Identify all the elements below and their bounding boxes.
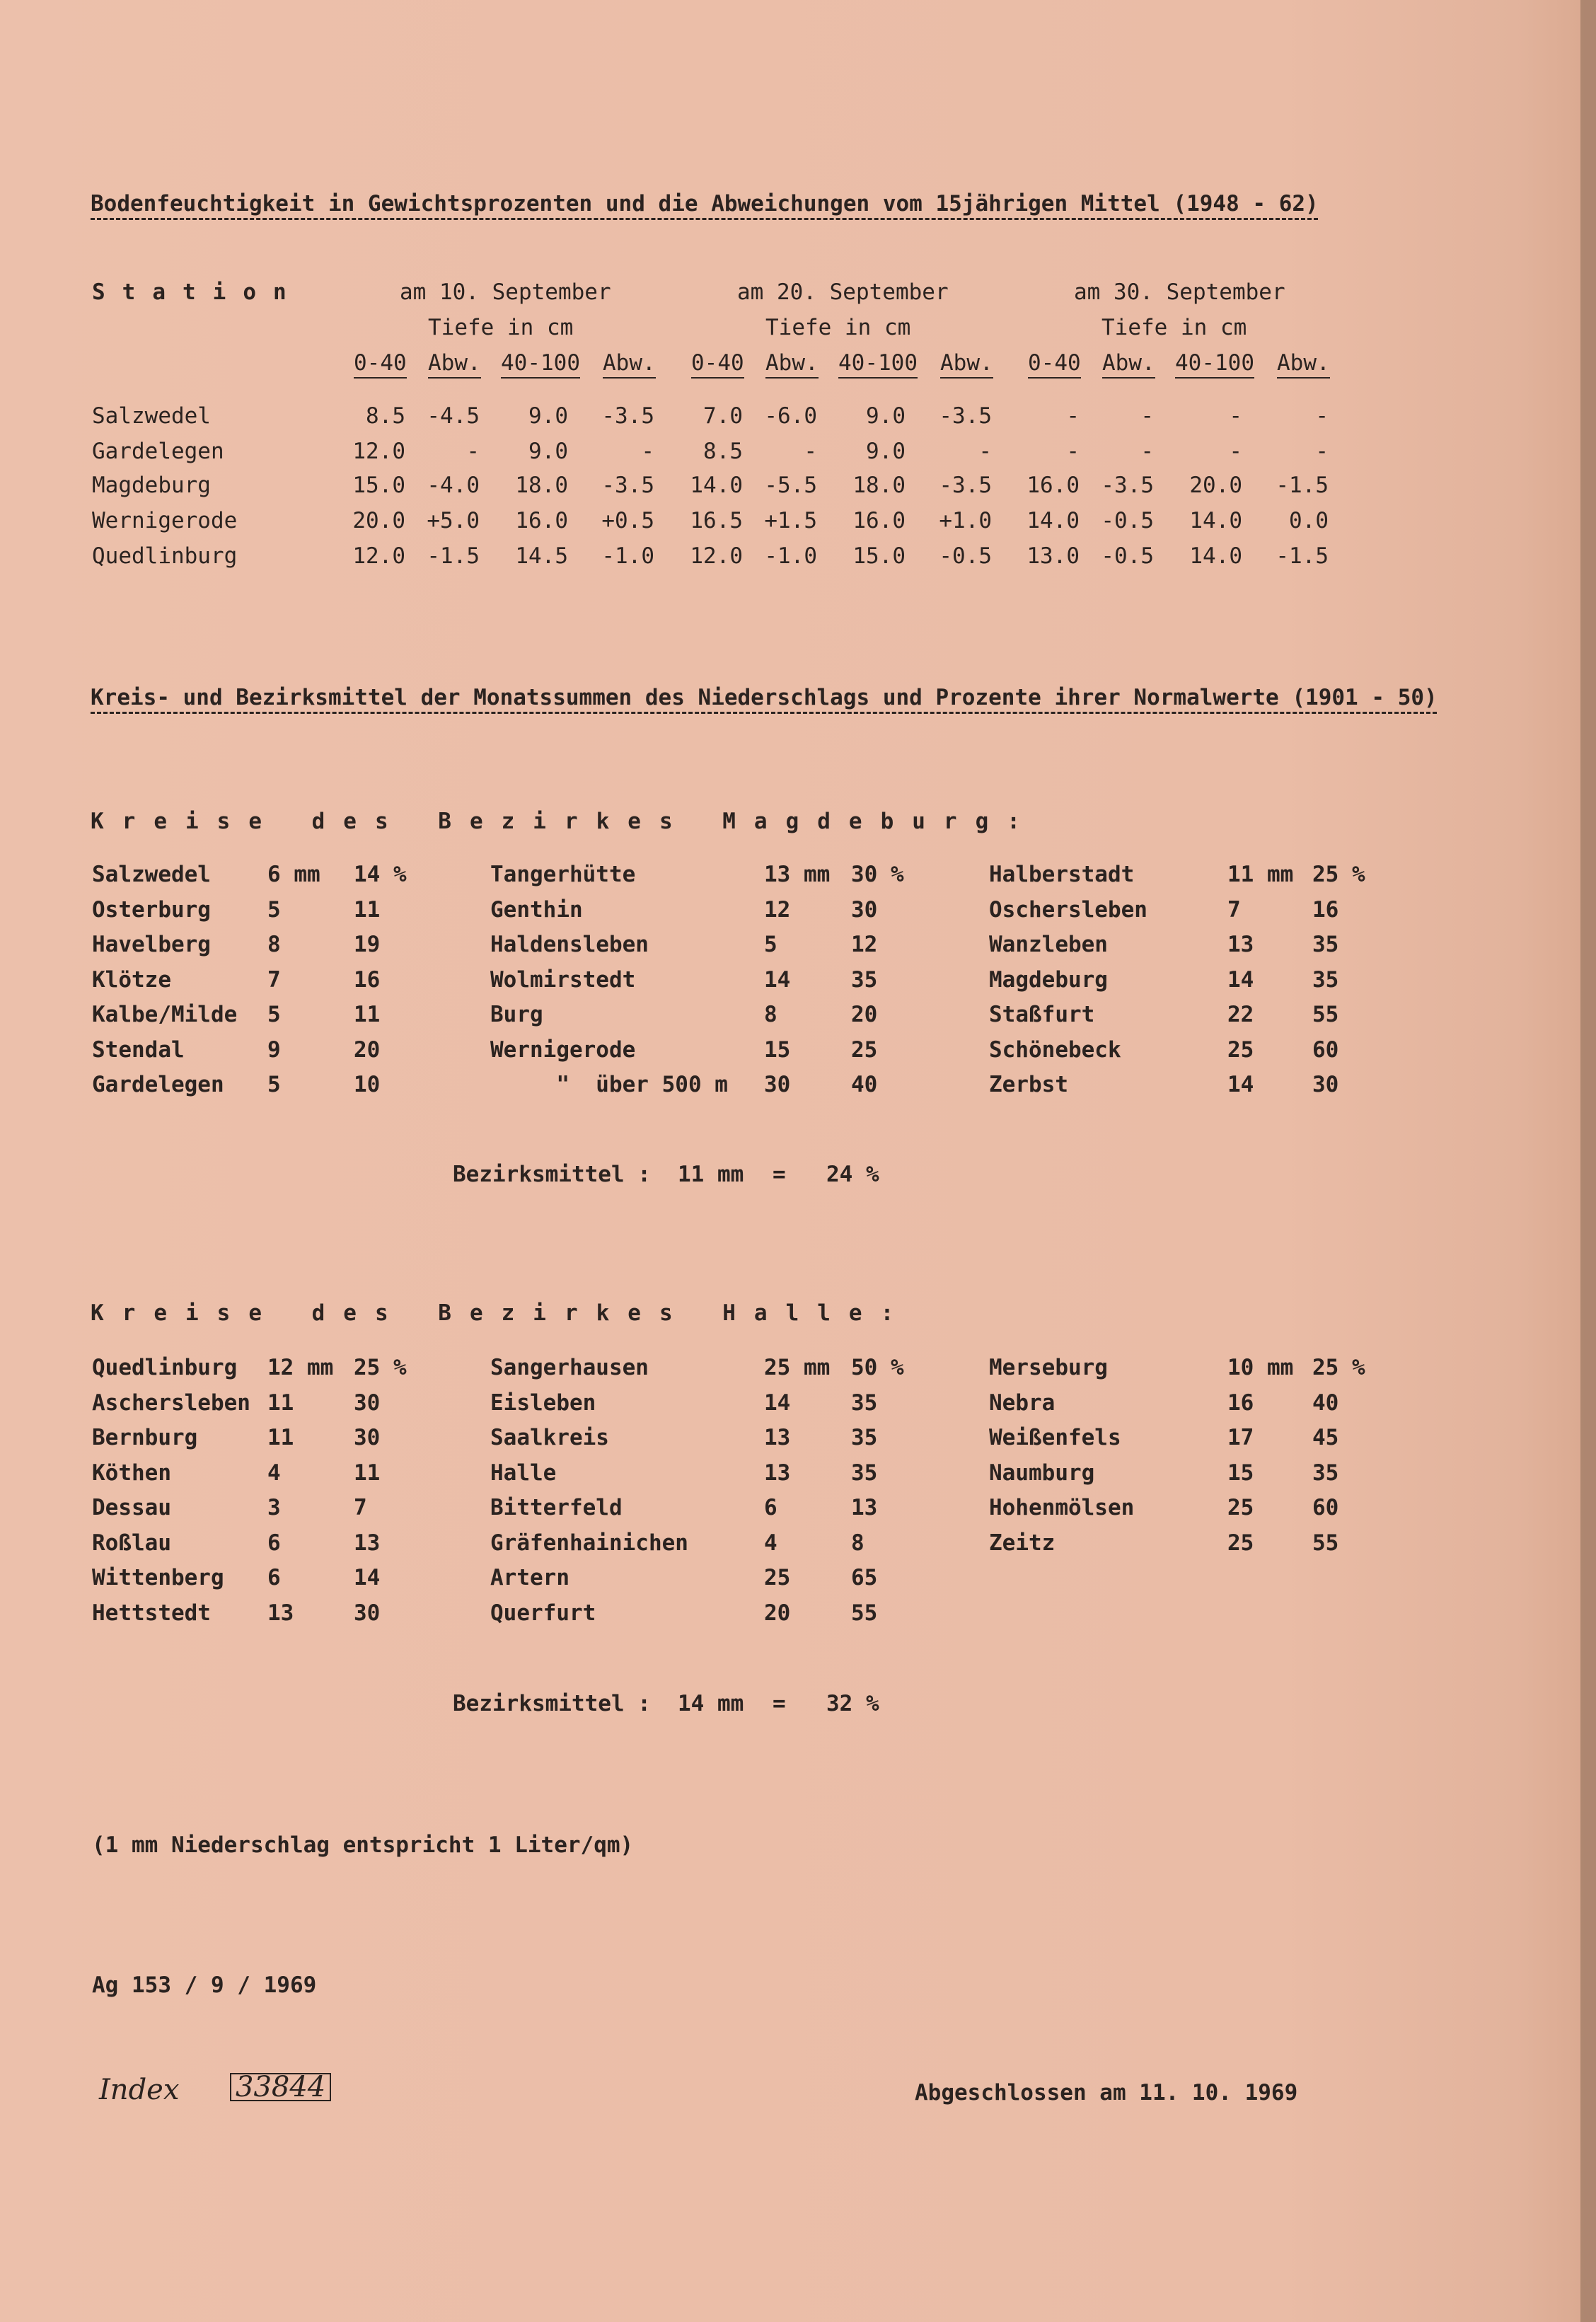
district-name: Zeitz [989,1530,1056,1556]
precip-mm-value: 11 mm [1227,862,1294,887]
district-name: Bitterfeld [490,1495,623,1520]
soil-cell: - [1229,439,1242,464]
soil-cell: -0.5 [1101,543,1154,569]
precip-mm-value: 12 mm [267,1355,334,1380]
soil-cell: -1.0 [601,543,654,569]
precip-mm-value: 10 mm [1227,1355,1294,1380]
soil-cell: -3.5 [939,403,992,429]
soil-cell: - [466,439,480,464]
precip-mm-value: 30 [764,1072,791,1097]
precip-percent-value: 20 [851,1002,878,1027]
soil-cell: 9.0 [866,439,906,464]
precip-mm-value: 15 [1227,1460,1254,1486]
group-date-3: am 30. September [1074,279,1285,305]
soil-cell: -6.0 [764,403,817,429]
soil-cell: - [978,439,992,464]
district-name: Tangerhütte [490,862,636,887]
soil-cell: 20.0 [1189,473,1242,498]
precip-mm-value: 25 [1227,1495,1254,1520]
precip-mm-value: 6 [267,1565,281,1590]
precip-percent-value: 55 [1312,1002,1339,1027]
soil-subhead: Abw. [428,350,481,379]
precip-mm-value: 25 mm [764,1355,831,1380]
district-name: Halle [490,1460,557,1486]
soil-cell: - [1140,439,1154,464]
soil-subhead: 0-40 [354,350,407,379]
district-name: Nebra [989,1390,1056,1416]
precip-percent-value: 25 % [1312,1355,1365,1380]
district-name: Roßlau [92,1530,171,1556]
soil-cell: 14.0 [1189,508,1242,533]
precip-percent-value: 30 [354,1390,381,1416]
precip-percent-value: 35 [1312,932,1339,957]
soil-cell: -1.5 [427,543,480,569]
precip-mm-value: 7 [1227,896,1241,923]
precip-mm-value: 13 [764,1425,791,1450]
precip-title: Kreis- und Bezirksmittel der Monatssummen des Niederschlags und Prozente ihrer Normalwerte (1901 - 50) [91,685,1438,710]
district-name: Saalkreis [490,1425,609,1450]
soil-title: Bodenfeuchtigkeit in Gewichtsprozenten und die Abweichungen vom 15jährigen Mittel (1948 - 62) [91,191,1319,216]
precip-mm-value: 11 [267,1425,294,1450]
precip-mm-value: 22 [1227,1002,1254,1027]
group-date-2: am 20. September [737,279,949,305]
district-name: Aschersleben [92,1390,250,1416]
soil-cell: 7.0 [703,403,743,429]
soil-cell: -3.5 [1101,473,1154,498]
precip-percent-value: 14 % [354,862,407,887]
precip-percent-value: 10 [354,1072,381,1097]
soil-cell: - [1315,403,1329,429]
soil-station-name: Magdeburg [92,473,211,498]
precip-mm-value: 5 [267,1002,281,1027]
soil-cell: -1.5 [1276,473,1329,498]
magdeburg-mittel-eq: = [773,1162,786,1187]
group-depth-2: Tiefe in cm [765,315,911,340]
district-name: Osterburg [92,896,211,923]
soil-station-name: Wernigerode [92,508,238,533]
soil-cell: -4.0 [427,473,480,498]
district-name: Stendal [92,1036,185,1063]
precip-mm-value: 25 [1227,1530,1254,1556]
precip-percent-value: 25 % [1312,862,1365,887]
precip-mm-value: 25 [1227,1036,1254,1063]
soil-cell: 16.0 [515,508,568,533]
district-name: Haldensleben [490,932,649,957]
precip-mm-value: 17 [1227,1425,1254,1450]
soil-cell: -0.5 [1101,508,1154,533]
precip-percent-value: 35 [1312,1460,1339,1486]
soil-cell: - [641,439,654,464]
station-label: Station [92,279,303,305]
precip-percent-value: 55 [1312,1530,1339,1556]
precip-percent-value: 30 % [851,862,904,887]
halle-mittel-mm: 14 mm [678,1691,744,1716]
soil-cell: +1.0 [939,508,992,533]
district-name: Dessau [92,1495,171,1520]
soil-cell: 8.5 [703,439,743,464]
soil-cell: 9.0 [528,439,568,464]
reference-number: Ag 153 / 9 / 1969 [92,1972,317,1998]
precip-mm-value: 5 [267,896,281,923]
soil-cell: 12.0 [352,439,405,464]
district-name: Sangerhausen [490,1355,649,1380]
precip-mm-value: 13 [267,1600,294,1626]
precip-percent-value: 13 [354,1530,381,1556]
precip-mm-value: 15 [764,1036,791,1063]
precip-percent-value: 60 [1312,1036,1339,1063]
precip-percent-value: 35 [851,1460,878,1486]
page-edge [1580,0,1596,2322]
precip-mm-value: 9 [267,1036,281,1063]
soil-cell: 18.0 [852,473,906,498]
precip-mm-value: 13 [1227,932,1254,957]
precip-mm-value: 4 [764,1530,777,1556]
soil-cell: 16.0 [1027,473,1080,498]
soil-subhead: 0-40 [691,350,744,379]
precip-percent-value: 11 [354,1002,381,1027]
halle-mittel-label: Bezirksmittel : [453,1691,651,1716]
precip-percent-value: 13 [851,1495,878,1520]
precip-percent-value: 45 [1312,1425,1339,1450]
soil-station-name: Salzwedel [92,403,211,429]
soil-cell: -3.5 [601,403,654,429]
precip-percent-value: 12 [851,932,878,957]
precip-mm-value: 6 mm [267,862,320,887]
soil-cell: +0.5 [601,508,654,533]
precip-mm-value: 14 [764,1390,791,1416]
district-name: Weißenfels [989,1425,1121,1450]
closed-date: Abgeschlossen am 11. 10. 1969 [915,2080,1298,2106]
halle-mittel-eq: = [773,1691,786,1716]
district-name: Artern [490,1565,569,1590]
district-name: Wittenberg [92,1565,224,1590]
soil-cell: 14.5 [515,543,568,569]
district-name: Gardelegen [92,1072,224,1097]
magdeburg-mittel-mm: 11 mm [678,1162,744,1187]
precip-percent-value: 30 [851,896,878,923]
precip-mm-value: 14 [1227,966,1254,993]
precip-percent-value: 40 [1312,1390,1339,1416]
district-name: Hettstedt [92,1600,211,1626]
precip-percent-value: 30 [354,1425,381,1450]
district-name: Bernburg [92,1425,198,1450]
soil-cell: -3.5 [601,473,654,498]
magdeburg-heading: Kreise des Bezirkes Magdeburg: [91,809,1039,834]
precip-percent-value: 19 [354,932,381,957]
soil-cell: +5.0 [427,508,480,533]
precip-percent-value: 35 [851,966,878,993]
soil-cell: -0.5 [939,543,992,569]
soil-subhead: Abw. [765,350,819,379]
soil-cell: 15.0 [352,473,405,498]
soil-cell: 14.0 [1027,508,1080,533]
soil-subhead: 40-100 [1175,350,1254,379]
precip-mm-value: 16 [1227,1390,1254,1416]
precip-mm-value: 14 [1227,1072,1254,1097]
district-name: " über 500 m [490,1072,728,1097]
district-name: Havelberg [92,932,211,957]
precip-percent-value: 16 [354,966,381,993]
district-name: Eisleben [490,1390,596,1416]
precip-mm-value: 13 mm [764,862,831,887]
precip-percent-value: 20 [354,1036,381,1063]
soil-cell: 18.0 [515,473,568,498]
precip-mm-value: 4 [267,1460,281,1486]
index-number-stamp: 33844 [230,2073,331,2101]
precip-mm-value: 8 [267,932,281,957]
halle-heading: Kreise des Bezirkes Halle: [91,1300,913,1326]
precip-percent-value: 7 [354,1495,367,1520]
precip-percent-value: 65 [851,1565,878,1590]
district-name: Köthen [92,1460,171,1486]
district-name: Oschersleben [989,896,1147,923]
precip-percent-value: 35 [851,1390,878,1416]
halle-mittel-pct: 32 % [826,1691,879,1716]
soil-cell: -1.0 [764,543,817,569]
precip-percent-value: 25 [851,1036,878,1063]
district-name: Salzwedel [92,862,211,887]
soil-cell: - [1229,403,1242,429]
soil-subhead: 40-100 [838,350,918,379]
district-name: Magdeburg [989,966,1108,993]
district-name: Merseburg [989,1355,1108,1380]
soil-cell: - [1066,403,1080,429]
precip-mm-value: 20 [764,1600,791,1626]
soil-station-name: Gardelegen [92,439,224,464]
precip-mm-value: 5 [267,1072,281,1097]
soil-cell: - [804,439,817,464]
district-name: Kalbe/Milde [92,1002,238,1027]
soil-cell: 16.5 [690,508,743,533]
precip-percent-value: 40 [851,1072,878,1097]
district-name: Schönebeck [989,1036,1121,1063]
soil-cell: -5.5 [764,473,817,498]
precip-percent-value: 50 % [851,1355,904,1380]
soil-cell: 0.0 [1289,508,1329,533]
precip-percent-value: 11 [354,1460,381,1486]
soil-subhead: 40-100 [501,350,580,379]
soil-cell: - [1140,403,1154,429]
precip-percent-value: 60 [1312,1495,1339,1520]
soil-cell: 14.0 [690,473,743,498]
precip-percent-value: 35 [1312,966,1339,993]
precip-mm-value: 5 [764,932,777,957]
soil-cell: 9.0 [528,403,568,429]
index-label: Index [99,2074,180,2106]
soil-cell: 15.0 [852,543,906,569]
soil-cell: 9.0 [866,403,906,429]
soil-cell: 13.0 [1027,543,1080,569]
precip-percent-value: 16 [1312,896,1339,923]
footnote: (1 mm Niederschlag entspricht 1 Liter/qm) [92,1832,634,1858]
soil-subhead: Abw. [1102,350,1155,379]
soil-cell: 8.5 [366,403,405,429]
precip-percent-value: 25 % [354,1355,407,1380]
district-name: Wanzleben [989,932,1108,957]
magdeburg-mittel-pct: 24 % [826,1162,879,1187]
soil-subhead: Abw. [940,350,993,379]
district-name: Wernigerode [490,1036,636,1063]
soil-cell: -1.5 [1276,543,1329,569]
precip-mm-value: 7 [267,966,281,993]
soil-cell: 14.0 [1189,543,1242,569]
district-name: Halberstadt [989,862,1135,887]
district-name: Klötze [92,966,171,993]
precip-mm-value: 6 [267,1530,281,1556]
soil-cell: - [1066,439,1080,464]
district-name: Genthin [490,896,583,923]
soil-cell: -3.5 [939,473,992,498]
group-depth-3: Tiefe in cm [1101,315,1247,340]
district-name: Naumburg [989,1460,1095,1486]
precip-mm-value: 3 [267,1495,281,1520]
soil-cell: - [1315,439,1329,464]
precip-mm-value: 14 [764,966,791,993]
district-name: Wolmirstedt [490,966,636,993]
precip-percent-value: 8 [851,1530,865,1556]
district-name: Querfurt [490,1600,596,1626]
precip-percent-value: 55 [851,1600,878,1626]
magdeburg-mittel-label: Bezirksmittel : [453,1162,651,1187]
precip-mm-value: 11 [267,1390,294,1416]
soil-subhead: Abw. [1277,350,1330,379]
precip-mm-value: 8 [764,1002,777,1027]
precip-percent-value: 30 [354,1600,381,1626]
district-name: Burg [490,1002,543,1027]
district-name: Quedlinburg [92,1355,238,1380]
precip-percent-value: 11 [354,896,381,923]
group-depth-1: Tiefe in cm [428,315,574,340]
precip-mm-value: 25 [764,1565,791,1590]
precip-mm-value: 6 [764,1495,777,1520]
soil-cell: 16.0 [852,508,906,533]
soil-cell: 12.0 [352,543,405,569]
soil-subhead: Abw. [603,350,656,379]
district-name: Gräfenhainichen [490,1530,688,1556]
group-date-1: am 10. September [400,279,611,305]
district-name: Staßfurt [989,1002,1095,1027]
precip-mm-value: 12 [764,896,791,923]
district-name: Hohenmölsen [989,1495,1135,1520]
soil-cell: +1.5 [764,508,817,533]
precip-percent-value: 30 [1312,1072,1339,1097]
soil-cell: 12.0 [690,543,743,569]
soil-cell: -4.5 [427,403,480,429]
precip-percent-value: 35 [851,1425,878,1450]
soil-cell: 20.0 [352,508,405,533]
soil-station-name: Quedlinburg [92,543,238,569]
soil-subhead: 0-40 [1028,350,1081,379]
district-name: Zerbst [989,1072,1068,1097]
precip-percent-value: 14 [354,1565,381,1590]
precip-mm-value: 13 [764,1460,791,1486]
